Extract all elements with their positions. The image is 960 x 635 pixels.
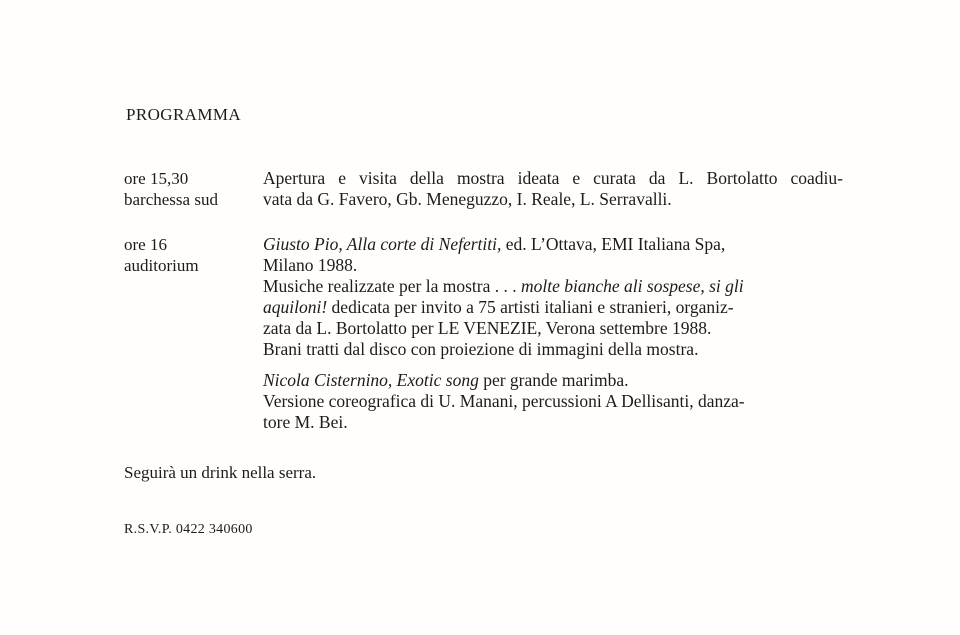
description-line [263,276,843,297]
description-line: zata da L. Bortolatto per LE VENEZIE, Verona settembre 1988. [263,318,712,338]
description-line: Brani tratti dal disco con proiezione di immagini della mostra. [263,339,699,359]
entry-description [263,168,843,210]
exhibition-title: molte bianche ali sospese, si gli [521,276,744,296]
description-line [263,297,843,318]
exhibition-title-end: aquiloni! [263,297,328,317]
description-line: vata da G. Favero, Gb. Meneguzzo, I. Reale, L. Serravalli. [263,189,672,209]
entry-place: auditorium [124,256,199,275]
paragraph-gap [263,360,843,370]
work-title: Nicola Cisternino, Exotic song [263,370,479,390]
entry-time: ore 15,30 [124,169,189,188]
description-line: Milano 1988. [263,255,358,275]
entry-place: barchessa sud [124,190,218,209]
entry-label [124,168,259,210]
music-intro: Musiche realizzate per la mostra . . . [263,276,522,296]
dedication-text: dedicata per invito a 75 artisti italiani e stranieri, organiz- [327,297,734,317]
entry-time: ore 16 [124,235,167,254]
description-line: Apertura e visita della mostra ideata e curata da L. Bortolatto coadiu- [263,168,843,188]
description-line [263,370,843,391]
rsvp-line: R.S.V.P. 0422 340600 [124,522,253,537]
entry-description [263,234,843,433]
entry-label [124,234,259,276]
description-line [263,234,843,255]
programme-heading: PROGRAMMA [126,105,242,124]
description-line: Versione coreografica di U. Manani, percussioni A Dellisanti, danza- [263,391,745,411]
publisher-text: ed. L’Ottava, EMI Italiana Spa, [501,234,726,254]
work-title: Giusto Pio, Alla corte di Nefertiti, [263,234,502,254]
description-line: tore M. Bei. [263,412,348,432]
instrument-text: per grande marimba. [478,370,629,390]
closing-note: Seguirà un drink nella serra. [124,463,317,482]
